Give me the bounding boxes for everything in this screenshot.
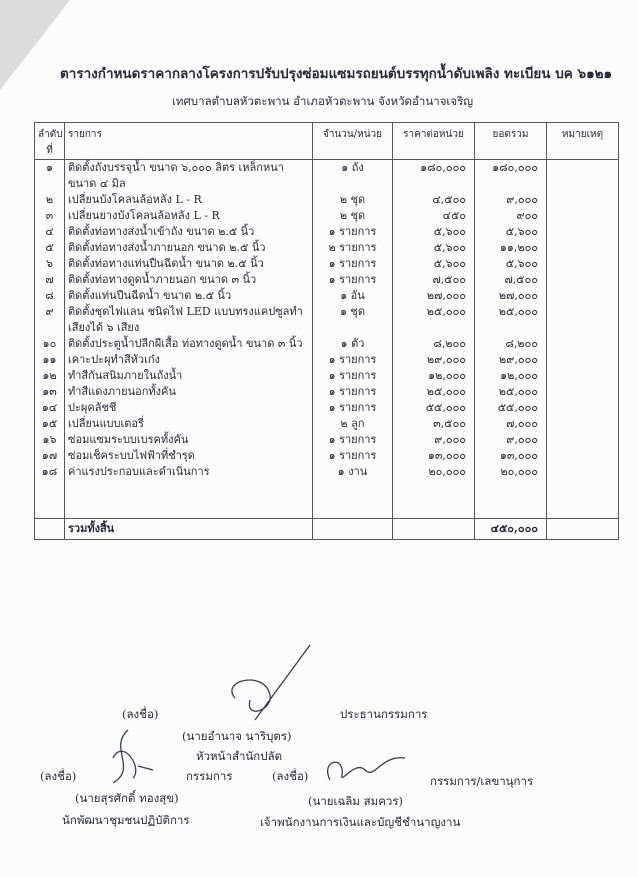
row-no: ๖: [35, 256, 65, 272]
row-total: ๙๐๐: [475, 208, 547, 224]
row-item: ค่าแรงประกอบและดำเนินการ: [65, 464, 313, 480]
table-row: [35, 400, 619, 416]
row-qty: ๑ รายการ: [313, 224, 393, 240]
table-row: [35, 224, 619, 240]
row-unit-price: [393, 320, 475, 336]
row-item: ติดตั้งประตูน้ำปลีกผีเสื้อ ท่อทางดูดน้ำ ขนาด ๓ นิ้ว: [65, 336, 313, 352]
chair-sign-label: (ลงชื่อ): [122, 707, 159, 721]
row-remark: [547, 160, 619, 177]
table-row: [35, 416, 619, 432]
secretary-name: (นายเฉลิม สมควร): [308, 794, 404, 808]
row-item: ติดตั้งท่อทางส่งน้ำภายนอก ขนาด ๒.๕ นิ้ว: [65, 240, 313, 256]
row-no: ๗: [35, 272, 65, 288]
row-item: เสียงได้ ๖ เสียง: [65, 320, 313, 336]
row-unit-price: ๓,๕๐๐: [393, 416, 475, 432]
row-item: ติดตั้งแท่นปืนฉีดน้ำ ขนาด ๒.๕ นิ้ว: [65, 288, 313, 304]
row-total: ๒๐,๐๐๐: [475, 464, 547, 480]
row-unit-price: ๗,๕๐๐: [393, 272, 475, 288]
row-qty: ๒ ลูก: [313, 416, 393, 432]
row-item: ทำสีแดงภายนอกทั้งคัน: [65, 384, 313, 400]
row-no: [35, 176, 65, 192]
row-remark: [547, 400, 619, 416]
row-qty: ๑ รายการ: [313, 272, 393, 288]
row-qty: ๑ งาน: [313, 464, 393, 480]
row-item: ติดตั้งท่อทางดูดน้ำภายนอก ขนาด ๓ นิ้ว: [65, 272, 313, 288]
row-unit-price: ๕๕,๐๐๐: [393, 400, 475, 416]
row-total: ๑๘๐,๐๐๐: [475, 160, 547, 177]
row-qty: ๑ ตัว: [313, 336, 393, 352]
row-remark: [547, 192, 619, 208]
row-remark: [547, 432, 619, 448]
row-no: ๑๖: [35, 432, 65, 448]
row-remark: [547, 272, 619, 288]
row-qty: ๑ รายการ: [313, 352, 393, 368]
row-remark: [547, 336, 619, 352]
header-total: ยอดรวม: [475, 123, 547, 160]
table-row: [35, 384, 619, 400]
row-remark: [547, 368, 619, 384]
table-row: [35, 352, 619, 368]
row-item: เปลี่ยนแบบเตอรี่: [65, 416, 313, 432]
row-remark: [547, 384, 619, 400]
row-item: ซ่อมเช็คระบบไฟฟ้าที่ชำรุด: [65, 448, 313, 464]
row-remark: [547, 208, 619, 224]
row-qty: ๑ รายการ: [313, 368, 393, 384]
row-no: ๑๘: [35, 464, 65, 480]
row-total: ๑๓,๐๐๐: [475, 448, 547, 464]
row-remark: [547, 416, 619, 432]
table-row: [35, 208, 619, 224]
row-item: เปลี่ยนบังโคลนล้อหลัง L - R: [65, 192, 313, 208]
row-unit-price: ๙,๐๐๐: [393, 432, 475, 448]
row-unit-price: ๘,๒๐๐: [393, 336, 475, 352]
row-total: ๙,๐๐๐: [475, 192, 547, 208]
row-no: [35, 320, 65, 336]
row-remark: [547, 448, 619, 464]
row-unit-price: ๕,๖๐๐: [393, 256, 475, 272]
row-unit-price: ๒๕,๐๐๐: [393, 384, 475, 400]
row-remark: [547, 304, 619, 320]
secretary-sign-label: (ลงชื่อ): [272, 769, 309, 783]
row-total: ๕,๖๐๐: [475, 256, 547, 272]
table-row: [35, 432, 619, 448]
row-total: ๘,๒๐๐: [475, 336, 547, 352]
row-unit-price: ๑๘๐,๐๐๐: [393, 160, 475, 177]
table-body: [35, 160, 619, 519]
table-row: [35, 256, 619, 272]
row-unit-price: ๒๕,๐๐๐: [393, 304, 475, 320]
table-spacer-row: [35, 480, 619, 519]
signature-member-image: [98, 728, 158, 788]
row-unit-price: ๒๐,๐๐๐: [393, 464, 475, 480]
row-no: ๑๒: [35, 368, 65, 384]
row-remark: [547, 320, 619, 336]
row-qty: ๑ รายการ: [313, 400, 393, 416]
row-total: [475, 320, 547, 336]
table-footer-row: [35, 519, 619, 540]
row-total: ๗,๕๐๐: [475, 272, 547, 288]
chair-role: ประธานกรรมการ: [340, 707, 428, 721]
row-item: เคาะปะผุทำสีหัวเก๋ง: [65, 352, 313, 368]
table-row: [35, 464, 619, 480]
row-unit-price: ๒๗,๐๐๐: [393, 288, 475, 304]
table-row: [35, 160, 619, 177]
row-qty: ๑ อัน: [313, 288, 393, 304]
row-remark: [547, 240, 619, 256]
row-qty: ๑ ถัง: [313, 160, 393, 177]
row-no: ๑๗: [35, 448, 65, 464]
row-unit-price: ๒๙,๐๐๐: [393, 352, 475, 368]
row-no: ๑๑: [35, 352, 65, 368]
row-no: ๓: [35, 208, 65, 224]
row-qty: [313, 320, 393, 336]
row-no: ๘: [35, 288, 65, 304]
row-qty: ๑ รายการ: [313, 432, 393, 448]
row-no: ๙: [35, 304, 65, 320]
row-unit-price: [393, 176, 475, 192]
table-row: [35, 368, 619, 384]
row-qty: ๒ รายการ: [313, 240, 393, 256]
row-remark: [547, 176, 619, 192]
row-unit-price: ๑๓,๐๐๐: [393, 448, 475, 464]
row-item: ทำสีกันสนิมภายในถังน้ำ: [65, 368, 313, 384]
table-header-row: [35, 123, 619, 160]
table-row: [35, 288, 619, 304]
row-item: ซ่อมแซมระบบเบรคทั้งคัน: [65, 432, 313, 448]
row-qty: ๑ รายการ: [313, 256, 393, 272]
row-item: ติดตั้งท่อทางแท่นปืนฉีดน้ำ ขนาด ๒.๕ นิ้ว: [65, 256, 313, 272]
row-total: ๕,๖๐๐: [475, 224, 547, 240]
header-no: ลำดับ ที่: [35, 123, 65, 160]
row-remark: [547, 288, 619, 304]
row-unit-price: ๕,๖๐๐: [393, 240, 475, 256]
row-no: ๑๐: [35, 336, 65, 352]
row-total: ๒๗,๐๐๐: [475, 288, 547, 304]
row-unit-price: ๔๕๐: [393, 208, 475, 224]
row-no: ๑๓: [35, 384, 65, 400]
chair-name: (นายอำนาจ นาริบุตร): [182, 729, 292, 743]
row-item: ติดตั้งถังบรรจุน้ำ ขนาด ๖,๐๐๐ ลิตร เหล็กหนา: [65, 160, 313, 177]
chair-position: หัวหน้าสำนักปลัด: [196, 749, 283, 763]
signature-secretary-image: [320, 750, 410, 790]
header-item: รายการ: [65, 123, 313, 160]
row-qty: ๑ ชุด: [313, 304, 393, 320]
row-unit-price: ๔,๕๐๐: [393, 192, 475, 208]
member-position: นักพัฒนาชุมชนปฏิบัติการ: [62, 813, 190, 827]
row-no: ๑๕: [35, 416, 65, 432]
table-row: [35, 240, 619, 256]
header-remark: หมายเหตุ: [547, 123, 619, 160]
table-row: [35, 176, 619, 192]
signature-chair-image: [215, 640, 325, 740]
row-item: ติดตั้งชุดไฟแลน ชนิดไฟ LED แบบทรงแคปซูลทำ: [65, 304, 313, 320]
row-item: เปลี่ยนยางบังโคลนล้อหลัง L - R: [65, 208, 313, 224]
table-row: [35, 320, 619, 336]
row-item: ปะผุคลัชชี: [65, 400, 313, 416]
row-remark: [547, 464, 619, 480]
row-item: ติดตั้งท่อทางส่งน้ำเข้าถัง ขนาด ๒.๕ นิ้ว: [65, 224, 313, 240]
member-name: (นายสุรศักดิ์ ทองสุข): [75, 791, 179, 805]
row-remark: [547, 256, 619, 272]
row-qty: ๑ รายการ: [313, 448, 393, 464]
row-remark: [547, 352, 619, 368]
document-subtitle: เทศบาลตำบลหัวตะพาน อำเภอหัวตะพาน จังหวัดอำนาจเจริญ: [172, 94, 474, 108]
row-no: ๑๔: [35, 400, 65, 416]
footer-label: รวมทั้งสิ้น: [65, 519, 313, 540]
table-row: [35, 304, 619, 320]
header-qty: จำนวน/หน่วย: [313, 123, 393, 160]
row-qty: [313, 176, 393, 192]
row-qty: ๒ ชุด: [313, 192, 393, 208]
row-total: ๑๒,๐๐๐: [475, 368, 547, 384]
row-total: ๑๑,๒๐๐: [475, 240, 547, 256]
secretary-role: กรรมการ/เลขานุการ: [430, 774, 534, 788]
row-unit-price: ๕,๖๐๐: [393, 224, 475, 240]
table-row: [35, 192, 619, 208]
row-total: ๙,๐๐๐: [475, 432, 547, 448]
price-table: [34, 122, 619, 540]
row-total: ๒๕,๐๐๐: [475, 384, 547, 400]
row-no: ๑: [35, 160, 65, 177]
secretary-position: เจ้าพนักงานการเงินและบัญชีชำนาญงาน: [260, 815, 461, 829]
row-no: ๒: [35, 192, 65, 208]
member-role: กรรมการ: [186, 769, 233, 783]
table-row: [35, 448, 619, 464]
footer-total: ๔๕๐,๐๐๐: [475, 519, 547, 540]
table-row: [35, 336, 619, 352]
table-row: [35, 272, 619, 288]
row-remark: [547, 224, 619, 240]
row-total: ๗,๐๐๐: [475, 416, 547, 432]
member-sign-label: (ลงชื่อ): [40, 769, 77, 783]
row-total: ๒๕,๐๐๐: [475, 304, 547, 320]
row-total: [475, 176, 547, 192]
row-total: ๒๙,๐๐๐: [475, 352, 547, 368]
header-unit-price: ราคาต่อหน่วย: [393, 123, 475, 160]
row-no: ๔: [35, 224, 65, 240]
row-unit-price: ๑๒,๐๐๐: [393, 368, 475, 384]
document-title: ตารางกำหนดราคากลางโครงการปรับปรุงซ่อมแซมรถยนต์บรรทุกน้ำดับเพลิง ทะเบียน บค ๖๑๒๑: [60, 66, 613, 82]
row-no: ๕: [35, 240, 65, 256]
row-qty: ๑ รายการ: [313, 384, 393, 400]
row-item: ขนาด ๔ มิล: [65, 176, 313, 192]
row-qty: ๒ ชุด: [313, 208, 393, 224]
row-total: ๕๕,๐๐๐: [475, 400, 547, 416]
